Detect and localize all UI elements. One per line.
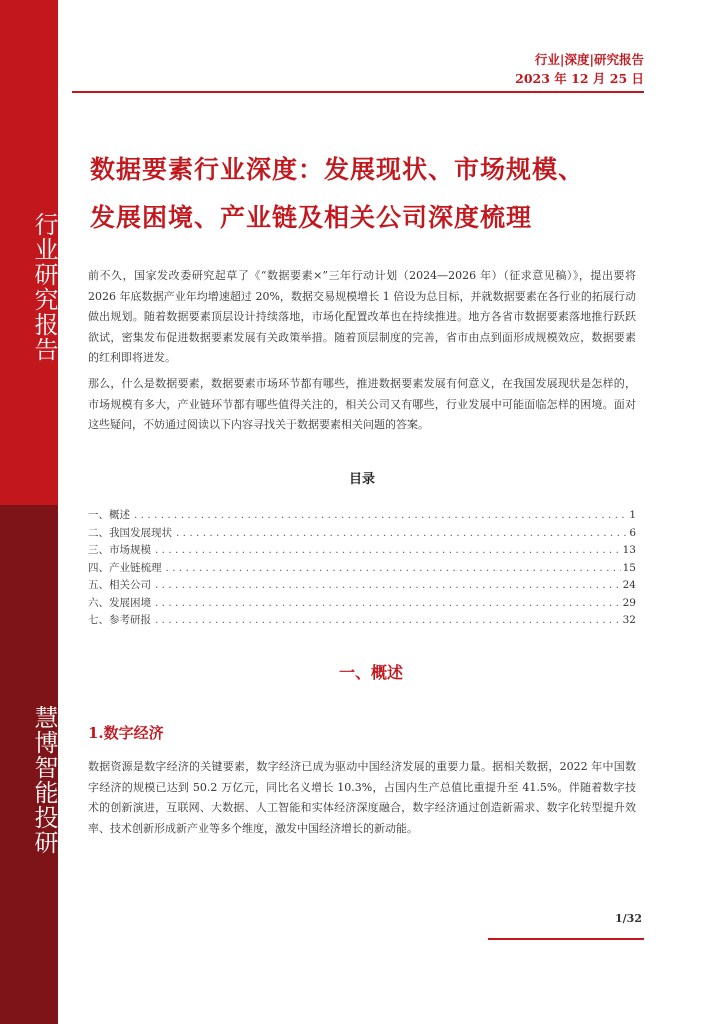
toc-entry-label: 一、概述 [88,509,130,521]
toc-leader-dots [134,509,627,521]
toc-entry-label: 三、市场规模 [88,544,151,556]
title-line-1: 数据要素行业深度：发展现状、市场规模、 [90,155,585,184]
toc-entry-label: 二、我国发展现状 [88,526,172,539]
header-meta [515,50,644,88]
toc-entry[interactable] [88,507,636,525]
section-heading-text: 一、概述 [338,663,403,682]
toc-title [0,468,724,487]
header-divider [72,91,644,93]
page-title [90,146,650,242]
section-heading [0,660,724,683]
toc-leader-dots [155,614,621,626]
table-of-contents [88,507,636,630]
toc-leader-dots [166,562,621,574]
toc-entry[interactable] [88,525,636,543]
toc-entry[interactable] [88,542,636,560]
intro-paragraph-2: 那么，什么是数据要素，数据要素市场环节都有哪些，推进数据要素发展有何意义，在我国发展现状是怎样的，市场规模有多大，产业链环节都有哪些值得关注的，相关公司又有哪些，行业发展中可能面临怎样的困境。面对这些疑问，不妨通过阅读以下内容寻找关于数据要素相关问题的答案。 [88,377,636,431]
report-category: 行业|深度|研究报告 [534,52,644,67]
toc-leader-dots [155,579,621,591]
toc-entry-page: 29 [622,596,636,609]
toc-leader-dots [176,527,627,539]
toc-entry-label: 五、相关公司 [88,579,151,591]
toc-leader-dots [155,597,621,609]
toc-entry-page: 24 [622,579,636,591]
section-paragraph: 数据资源是数字经济的关键要素，数字经济已成为驱动中国经济发展的重要力量。据相关数据，2022 年中国数字经济的规模已达到 50.2 万亿元，同比名义增长 10.3%，占国内生产总值比重提升至 41.5%。伴随着数字技术的创新演进，互联网、大数据、人工智能和实体经济深度融合，数字经济通过创造新需求、数字化转型提升效率、技术创新形成新产业等多个维度，激发中国经济增长的新动能。 [88,760,636,835]
toc-entry-page: 13 [622,544,636,556]
page-number: 1/32 [615,912,642,925]
toc-entry[interactable] [88,560,636,578]
footer-divider [488,938,644,940]
toc-entry-label: 四、产业链梳理 [88,561,162,574]
toc-entry-page: 32 [622,614,636,626]
sidebar [0,0,58,1024]
toc-title-text: 目录 [348,472,375,487]
intro-paragraph-1: 前不久，国家发改委研究起草了《“数据要素×”三年行动计划（2024—2026 年）（征求意见稿）》，提出要将 2026 年底数据产业年均增速超过 20%，数据交易规模增长 1 倍设为总目标，并就数据要素在各行业的拓展行动做出规划。随着数据要素顶层设计持续落地，市场化配置改革也在持续推进。地方各省市数据要素落地推行跃跃欲试，密集发布促进数据要素发展有关政策举措。随着顶层制度的完善，省市由点到面形成规模效应，数据要素的红利即将迸发。 [88,269,636,364]
toc-leader-dots [155,544,621,556]
toc-entry-label: 七、参考研报 [88,614,151,626]
sidebar-brand: 慧博智能投研 [30,705,58,855]
title-line-2: 发展困境、产业链及相关公司深度梳理 [90,203,533,232]
toc-entry[interactable] [88,612,636,630]
toc-entry-page: 15 [622,561,636,574]
toc-entry[interactable] [88,595,636,613]
toc-entry-page: 6 [629,526,636,539]
sidebar-report-type: 行业研究报告 [30,212,58,362]
toc-entry-label: 六、发展困境 [88,596,151,609]
subsection-heading: 1.数字经济 [88,724,164,742]
toc-entry-page: 1 [629,509,636,521]
report-date: 2023 年 12 月 25 日 [515,71,644,86]
toc-entry[interactable] [88,577,636,595]
